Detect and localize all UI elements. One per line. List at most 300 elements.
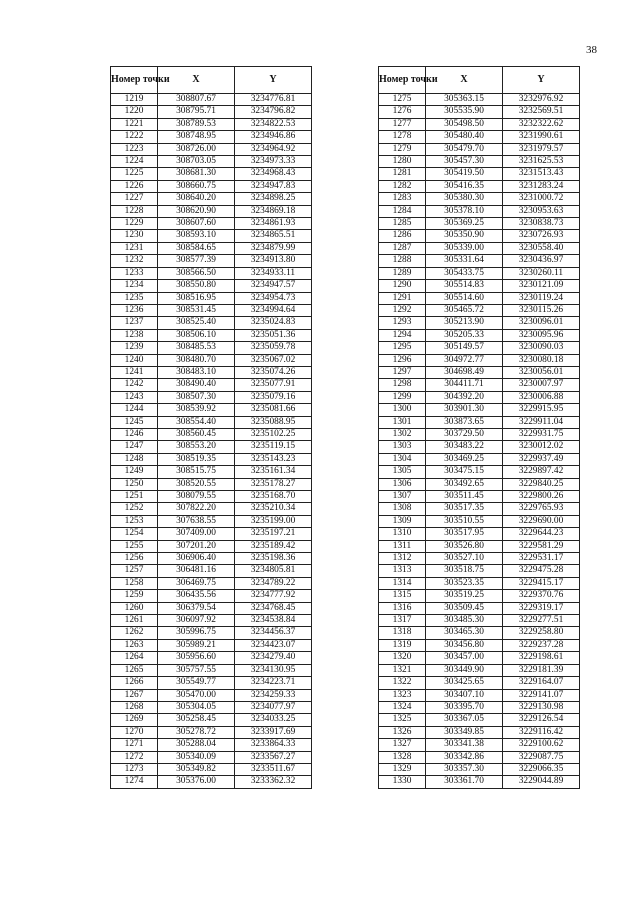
table-row bbox=[111, 726, 312, 738]
cell-x: 303517.95 bbox=[426, 528, 503, 540]
cell-x: 305956.60 bbox=[158, 652, 235, 664]
cell-x: 305304.05 bbox=[158, 701, 235, 713]
cell-x: 305349.82 bbox=[158, 763, 235, 775]
cell-y: 3234789.22 bbox=[235, 577, 312, 589]
cell-y: 3229319.17 bbox=[503, 602, 580, 614]
cell-x: 308560.45 bbox=[158, 428, 235, 440]
cell-point-number: 1268 bbox=[111, 701, 158, 713]
table-row bbox=[379, 180, 580, 192]
cell-y: 3229044.89 bbox=[503, 776, 580, 788]
cell-x: 308079.55 bbox=[158, 491, 235, 503]
cell-x: 308640.20 bbox=[158, 193, 235, 205]
cell-y: 3229066.35 bbox=[503, 763, 580, 775]
cell-point-number: 1266 bbox=[111, 677, 158, 689]
cell-y: 3230436.97 bbox=[503, 255, 580, 267]
cell-x: 308483.10 bbox=[158, 366, 235, 378]
cell-y: 3234865.51 bbox=[235, 230, 312, 242]
cell-point-number: 1263 bbox=[111, 639, 158, 651]
cell-point-number: 1282 bbox=[379, 180, 426, 192]
table-row bbox=[111, 180, 312, 192]
cell-point-number: 1244 bbox=[111, 404, 158, 416]
cell-y: 3235074.26 bbox=[235, 366, 312, 378]
cell-point-number: 1280 bbox=[379, 156, 426, 168]
cell-y: 3235119.15 bbox=[235, 441, 312, 453]
cell-point-number: 1290 bbox=[379, 280, 426, 292]
table-row bbox=[379, 503, 580, 515]
cell-point-number: 1303 bbox=[379, 441, 426, 453]
table-row bbox=[111, 131, 312, 143]
cell-point-number: 1231 bbox=[111, 242, 158, 254]
cell-x: 305419.50 bbox=[426, 168, 503, 180]
cell-y: 3234279.40 bbox=[235, 652, 312, 664]
cell-x: 303519.25 bbox=[426, 590, 503, 602]
table-row bbox=[379, 428, 580, 440]
cell-x: 303367.05 bbox=[426, 714, 503, 726]
table-row bbox=[379, 267, 580, 279]
cell-point-number: 1304 bbox=[379, 453, 426, 465]
header-y: Y bbox=[503, 67, 580, 94]
cell-y: 3231625.53 bbox=[503, 156, 580, 168]
table-row bbox=[111, 565, 312, 577]
cell-point-number: 1328 bbox=[379, 751, 426, 763]
cell-point-number: 1299 bbox=[379, 391, 426, 403]
cell-x: 305996.75 bbox=[158, 627, 235, 639]
cell-point-number: 1269 bbox=[111, 714, 158, 726]
cell-x: 303395.70 bbox=[426, 701, 503, 713]
cell-point-number: 1271 bbox=[111, 739, 158, 751]
cell-y: 3234973.33 bbox=[235, 156, 312, 168]
table-row bbox=[111, 143, 312, 155]
cell-x: 305549.77 bbox=[158, 677, 235, 689]
table-row bbox=[111, 751, 312, 763]
cell-x: 303518.75 bbox=[426, 565, 503, 577]
cell-x: 305514.83 bbox=[426, 280, 503, 292]
cell-x: 303357.30 bbox=[426, 763, 503, 775]
cell-y: 3234456.37 bbox=[235, 627, 312, 639]
cell-y: 3234947.57 bbox=[235, 280, 312, 292]
cell-point-number: 1278 bbox=[379, 131, 426, 143]
cell-x: 305535.90 bbox=[426, 106, 503, 118]
table-row bbox=[111, 342, 312, 354]
cell-point-number: 1281 bbox=[379, 168, 426, 180]
cell-x: 308620.90 bbox=[158, 205, 235, 217]
cell-point-number: 1324 bbox=[379, 701, 426, 713]
table-row bbox=[379, 491, 580, 503]
table-row bbox=[379, 292, 580, 304]
cell-y: 3229370.76 bbox=[503, 590, 580, 602]
table-row bbox=[111, 292, 312, 304]
table-row bbox=[379, 304, 580, 316]
cell-point-number: 1294 bbox=[379, 329, 426, 341]
cell-x: 305213.90 bbox=[426, 317, 503, 329]
cell-y: 3234033.25 bbox=[235, 714, 312, 726]
table-row bbox=[111, 553, 312, 565]
cell-x: 308577.39 bbox=[158, 255, 235, 267]
cell-point-number: 1314 bbox=[379, 577, 426, 589]
table-row bbox=[111, 242, 312, 254]
table-row bbox=[379, 652, 580, 664]
cell-y: 3230115.26 bbox=[503, 304, 580, 316]
table-row bbox=[111, 156, 312, 168]
cell-x: 305258.45 bbox=[158, 714, 235, 726]
cell-point-number: 1311 bbox=[379, 540, 426, 552]
cell-y: 3235198.36 bbox=[235, 553, 312, 565]
header-x: X bbox=[426, 67, 503, 94]
cell-point-number: 1224 bbox=[111, 156, 158, 168]
cell-x: 307409.00 bbox=[158, 528, 235, 540]
cell-point-number: 1297 bbox=[379, 366, 426, 378]
cell-x: 305376.00 bbox=[158, 776, 235, 788]
cell-x: 308525.40 bbox=[158, 317, 235, 329]
cell-point-number: 1272 bbox=[111, 751, 158, 763]
cell-point-number: 1288 bbox=[379, 255, 426, 267]
cell-y: 3234796.82 bbox=[235, 106, 312, 118]
cell-x: 303511.45 bbox=[426, 491, 503, 503]
cell-x: 305363.15 bbox=[426, 94, 503, 106]
cell-x: 303425.65 bbox=[426, 677, 503, 689]
table-row bbox=[379, 379, 580, 391]
table-header-row bbox=[379, 67, 580, 94]
cell-x: 304698.49 bbox=[426, 366, 503, 378]
cell-x: 303361.70 bbox=[426, 776, 503, 788]
cell-y: 3235168.70 bbox=[235, 491, 312, 503]
cell-x: 303729.50 bbox=[426, 428, 503, 440]
cell-x: 305433.75 bbox=[426, 267, 503, 279]
table-row bbox=[379, 242, 580, 254]
table-row bbox=[379, 553, 580, 565]
cell-y: 3235081.66 bbox=[235, 404, 312, 416]
cell-point-number: 1302 bbox=[379, 428, 426, 440]
cell-x: 305514.60 bbox=[426, 292, 503, 304]
cell-point-number: 1287 bbox=[379, 242, 426, 254]
cell-y: 3234777.92 bbox=[235, 590, 312, 602]
table-row bbox=[111, 329, 312, 341]
cell-x: 305757.55 bbox=[158, 664, 235, 676]
cell-x: 305479.70 bbox=[426, 143, 503, 155]
table-row bbox=[379, 94, 580, 106]
cell-point-number: 1312 bbox=[379, 553, 426, 565]
table-row bbox=[379, 627, 580, 639]
table-row bbox=[379, 466, 580, 478]
header-x: X bbox=[158, 67, 235, 94]
cell-y: 3234538.84 bbox=[235, 615, 312, 627]
cell-point-number: 1262 bbox=[111, 627, 158, 639]
cell-point-number: 1252 bbox=[111, 503, 158, 515]
cell-y: 3234946.86 bbox=[235, 131, 312, 143]
cell-x: 305378.10 bbox=[426, 205, 503, 217]
cell-y: 3234947.83 bbox=[235, 180, 312, 192]
cell-point-number: 1255 bbox=[111, 540, 158, 552]
cell-point-number: 1234 bbox=[111, 280, 158, 292]
cell-x: 306435.56 bbox=[158, 590, 235, 602]
cell-y: 3235088.95 bbox=[235, 416, 312, 428]
table-row bbox=[379, 131, 580, 143]
cell-y: 3232569.51 bbox=[503, 106, 580, 118]
cell-y: 3234964.92 bbox=[235, 143, 312, 155]
table-row bbox=[379, 230, 580, 242]
cell-x: 308480.70 bbox=[158, 354, 235, 366]
cell-point-number: 1232 bbox=[111, 255, 158, 267]
table-row bbox=[111, 366, 312, 378]
cell-y: 3230260.11 bbox=[503, 267, 580, 279]
cell-x: 303510.55 bbox=[426, 515, 503, 527]
cell-y: 3229475.28 bbox=[503, 565, 580, 577]
table-row bbox=[111, 602, 312, 614]
cell-x: 306469.75 bbox=[158, 577, 235, 589]
cell-point-number: 1292 bbox=[379, 304, 426, 316]
table-row bbox=[379, 528, 580, 540]
cell-point-number: 1219 bbox=[111, 94, 158, 106]
table-row bbox=[379, 193, 580, 205]
cell-x: 305480.40 bbox=[426, 131, 503, 143]
cell-x: 303485.30 bbox=[426, 615, 503, 627]
cell-y: 3229915.95 bbox=[503, 404, 580, 416]
cell-point-number: 1259 bbox=[111, 590, 158, 602]
cell-x: 308539.92 bbox=[158, 404, 235, 416]
table-row bbox=[111, 515, 312, 527]
table-row bbox=[111, 267, 312, 279]
cell-y: 3233567.27 bbox=[235, 751, 312, 763]
table-row bbox=[379, 156, 580, 168]
table-row bbox=[379, 515, 580, 527]
cell-point-number: 1295 bbox=[379, 342, 426, 354]
table-row bbox=[111, 205, 312, 217]
cell-point-number: 1226 bbox=[111, 180, 158, 192]
table-row bbox=[111, 639, 312, 651]
table-row bbox=[379, 776, 580, 788]
cell-y: 3229765.93 bbox=[503, 503, 580, 515]
cell-point-number: 1317 bbox=[379, 615, 426, 627]
table-row bbox=[111, 391, 312, 403]
cell-x: 303407.10 bbox=[426, 689, 503, 701]
cell-point-number: 1320 bbox=[379, 652, 426, 664]
cell-y: 3234968.43 bbox=[235, 168, 312, 180]
cell-y: 3229130.98 bbox=[503, 701, 580, 713]
table-row bbox=[379, 118, 580, 130]
cell-point-number: 1223 bbox=[111, 143, 158, 155]
cell-y: 3235067.02 bbox=[235, 354, 312, 366]
cell-x: 303465.30 bbox=[426, 627, 503, 639]
cell-y: 3229415.17 bbox=[503, 577, 580, 589]
cell-y: 3229100.62 bbox=[503, 739, 580, 751]
table-row bbox=[379, 317, 580, 329]
cell-point-number: 1221 bbox=[111, 118, 158, 130]
cell-x: 305350.90 bbox=[426, 230, 503, 242]
cell-y: 3235051.36 bbox=[235, 329, 312, 341]
cell-x: 308660.75 bbox=[158, 180, 235, 192]
page-number: 38 bbox=[586, 44, 597, 56]
table-row bbox=[111, 528, 312, 540]
cell-y: 3230096.01 bbox=[503, 317, 580, 329]
table-row bbox=[379, 751, 580, 763]
cell-x: 307201.20 bbox=[158, 540, 235, 552]
cell-point-number: 1293 bbox=[379, 317, 426, 329]
cell-point-number: 1296 bbox=[379, 354, 426, 366]
cell-y: 3230558.40 bbox=[503, 242, 580, 254]
cell-point-number: 1241 bbox=[111, 366, 158, 378]
cell-x: 308554.40 bbox=[158, 416, 235, 428]
cell-y: 3233511.67 bbox=[235, 763, 312, 775]
cell-point-number: 1321 bbox=[379, 664, 426, 676]
cell-y: 3234423.07 bbox=[235, 639, 312, 651]
table-row bbox=[111, 354, 312, 366]
cell-x: 306379.54 bbox=[158, 602, 235, 614]
cell-point-number: 1318 bbox=[379, 627, 426, 639]
table-row bbox=[111, 193, 312, 205]
cell-point-number: 1250 bbox=[111, 478, 158, 490]
cell-y: 3234223.71 bbox=[235, 677, 312, 689]
cell-y: 3235178.27 bbox=[235, 478, 312, 490]
cell-x: 308703.05 bbox=[158, 156, 235, 168]
cell-x: 303341.38 bbox=[426, 739, 503, 751]
cell-point-number: 1248 bbox=[111, 453, 158, 465]
cell-point-number: 1237 bbox=[111, 317, 158, 329]
cell-x: 308726.00 bbox=[158, 143, 235, 155]
cell-y: 3230838.73 bbox=[503, 218, 580, 230]
table-row bbox=[111, 304, 312, 316]
cell-y: 3231513.43 bbox=[503, 168, 580, 180]
cell-y: 3235079.16 bbox=[235, 391, 312, 403]
cell-x: 303527.10 bbox=[426, 553, 503, 565]
cell-x: 303523.35 bbox=[426, 577, 503, 589]
table-row bbox=[111, 106, 312, 118]
cell-y: 3229911.04 bbox=[503, 416, 580, 428]
cell-x: 305340.09 bbox=[158, 751, 235, 763]
cell-y: 3235210.34 bbox=[235, 503, 312, 515]
table-row bbox=[111, 689, 312, 701]
cell-y: 3235161.34 bbox=[235, 466, 312, 478]
cell-point-number: 1256 bbox=[111, 553, 158, 565]
cell-point-number: 1276 bbox=[379, 106, 426, 118]
cell-x: 303342.86 bbox=[426, 751, 503, 763]
table-row bbox=[379, 366, 580, 378]
cell-point-number: 1313 bbox=[379, 565, 426, 577]
cell-point-number: 1289 bbox=[379, 267, 426, 279]
cell-x: 305470.00 bbox=[158, 689, 235, 701]
cell-y: 3235189.42 bbox=[235, 540, 312, 552]
cell-y: 3229800.26 bbox=[503, 491, 580, 503]
cell-point-number: 1286 bbox=[379, 230, 426, 242]
table-row bbox=[111, 404, 312, 416]
cell-x: 305989.21 bbox=[158, 639, 235, 651]
header-y: Y bbox=[235, 67, 312, 94]
table-row bbox=[379, 205, 580, 217]
cell-y: 3235143.23 bbox=[235, 453, 312, 465]
cell-point-number: 1228 bbox=[111, 205, 158, 217]
cell-x: 308485.53 bbox=[158, 342, 235, 354]
cell-point-number: 1283 bbox=[379, 193, 426, 205]
cell-point-number: 1284 bbox=[379, 205, 426, 217]
cell-x: 308795.71 bbox=[158, 106, 235, 118]
table-row bbox=[379, 404, 580, 416]
table-row bbox=[111, 503, 312, 515]
cell-y: 3229237.28 bbox=[503, 639, 580, 651]
cell-x: 308748.95 bbox=[158, 131, 235, 143]
cell-x: 307822.20 bbox=[158, 503, 235, 515]
cell-x: 305457.30 bbox=[426, 156, 503, 168]
cell-x: 304411.71 bbox=[426, 379, 503, 391]
cell-point-number: 1236 bbox=[111, 304, 158, 316]
cell-y: 3230080.18 bbox=[503, 354, 580, 366]
cell-point-number: 1298 bbox=[379, 379, 426, 391]
cell-point-number: 1249 bbox=[111, 466, 158, 478]
cell-x: 305465.72 bbox=[426, 304, 503, 316]
table-row bbox=[111, 577, 312, 589]
cell-x: 305149.57 bbox=[426, 342, 503, 354]
table-row bbox=[379, 218, 580, 230]
cell-point-number: 1330 bbox=[379, 776, 426, 788]
cell-point-number: 1319 bbox=[379, 639, 426, 651]
table-row bbox=[111, 627, 312, 639]
table-row bbox=[379, 478, 580, 490]
header-point-number: Номер точки bbox=[111, 67, 158, 94]
cell-point-number: 1301 bbox=[379, 416, 426, 428]
cell-x: 308531.45 bbox=[158, 304, 235, 316]
cell-x: 308519.35 bbox=[158, 453, 235, 465]
cell-x: 308506.10 bbox=[158, 329, 235, 341]
header-point-number: Номер точки bbox=[379, 67, 426, 94]
table-row bbox=[111, 739, 312, 751]
cell-y: 3233864.33 bbox=[235, 739, 312, 751]
table-row bbox=[379, 168, 580, 180]
cell-x: 303349.85 bbox=[426, 726, 503, 738]
cell-y: 3229141.07 bbox=[503, 689, 580, 701]
table-row bbox=[111, 590, 312, 602]
cell-point-number: 1257 bbox=[111, 565, 158, 577]
cell-point-number: 1322 bbox=[379, 677, 426, 689]
table-row bbox=[379, 143, 580, 155]
cell-x: 308593.10 bbox=[158, 230, 235, 242]
cell-point-number: 1273 bbox=[111, 763, 158, 775]
cell-point-number: 1240 bbox=[111, 354, 158, 366]
cell-y: 3234879.99 bbox=[235, 242, 312, 254]
table-row bbox=[111, 317, 312, 329]
table-row bbox=[379, 689, 580, 701]
table-row bbox=[379, 416, 580, 428]
cell-x: 303901.30 bbox=[426, 404, 503, 416]
cell-x: 308520.55 bbox=[158, 478, 235, 490]
cell-y: 3231000.72 bbox=[503, 193, 580, 205]
table-body-right bbox=[379, 94, 580, 789]
cell-x: 306481.16 bbox=[158, 565, 235, 577]
table-row bbox=[111, 652, 312, 664]
cell-x: 305416.35 bbox=[426, 180, 503, 192]
cell-point-number: 1227 bbox=[111, 193, 158, 205]
cell-x: 308789.53 bbox=[158, 118, 235, 130]
cell-y: 3229931.75 bbox=[503, 428, 580, 440]
cell-y: 3230056.01 bbox=[503, 366, 580, 378]
cell-y: 3234954.73 bbox=[235, 292, 312, 304]
cell-point-number: 1261 bbox=[111, 615, 158, 627]
cell-x: 305498.50 bbox=[426, 118, 503, 130]
table-row bbox=[379, 677, 580, 689]
coordinates-table-right bbox=[378, 66, 580, 789]
cell-x: 305380.30 bbox=[426, 193, 503, 205]
cell-point-number: 1285 bbox=[379, 218, 426, 230]
table-row bbox=[379, 391, 580, 403]
cell-point-number: 1251 bbox=[111, 491, 158, 503]
cell-point-number: 1246 bbox=[111, 428, 158, 440]
table-row bbox=[379, 354, 580, 366]
table-row bbox=[379, 590, 580, 602]
table-row bbox=[379, 726, 580, 738]
cell-x: 303526.80 bbox=[426, 540, 503, 552]
cell-y: 3230726.93 bbox=[503, 230, 580, 242]
cell-y: 3230095.96 bbox=[503, 329, 580, 341]
table-row bbox=[111, 714, 312, 726]
cell-x: 303517.35 bbox=[426, 503, 503, 515]
cell-point-number: 1291 bbox=[379, 292, 426, 304]
